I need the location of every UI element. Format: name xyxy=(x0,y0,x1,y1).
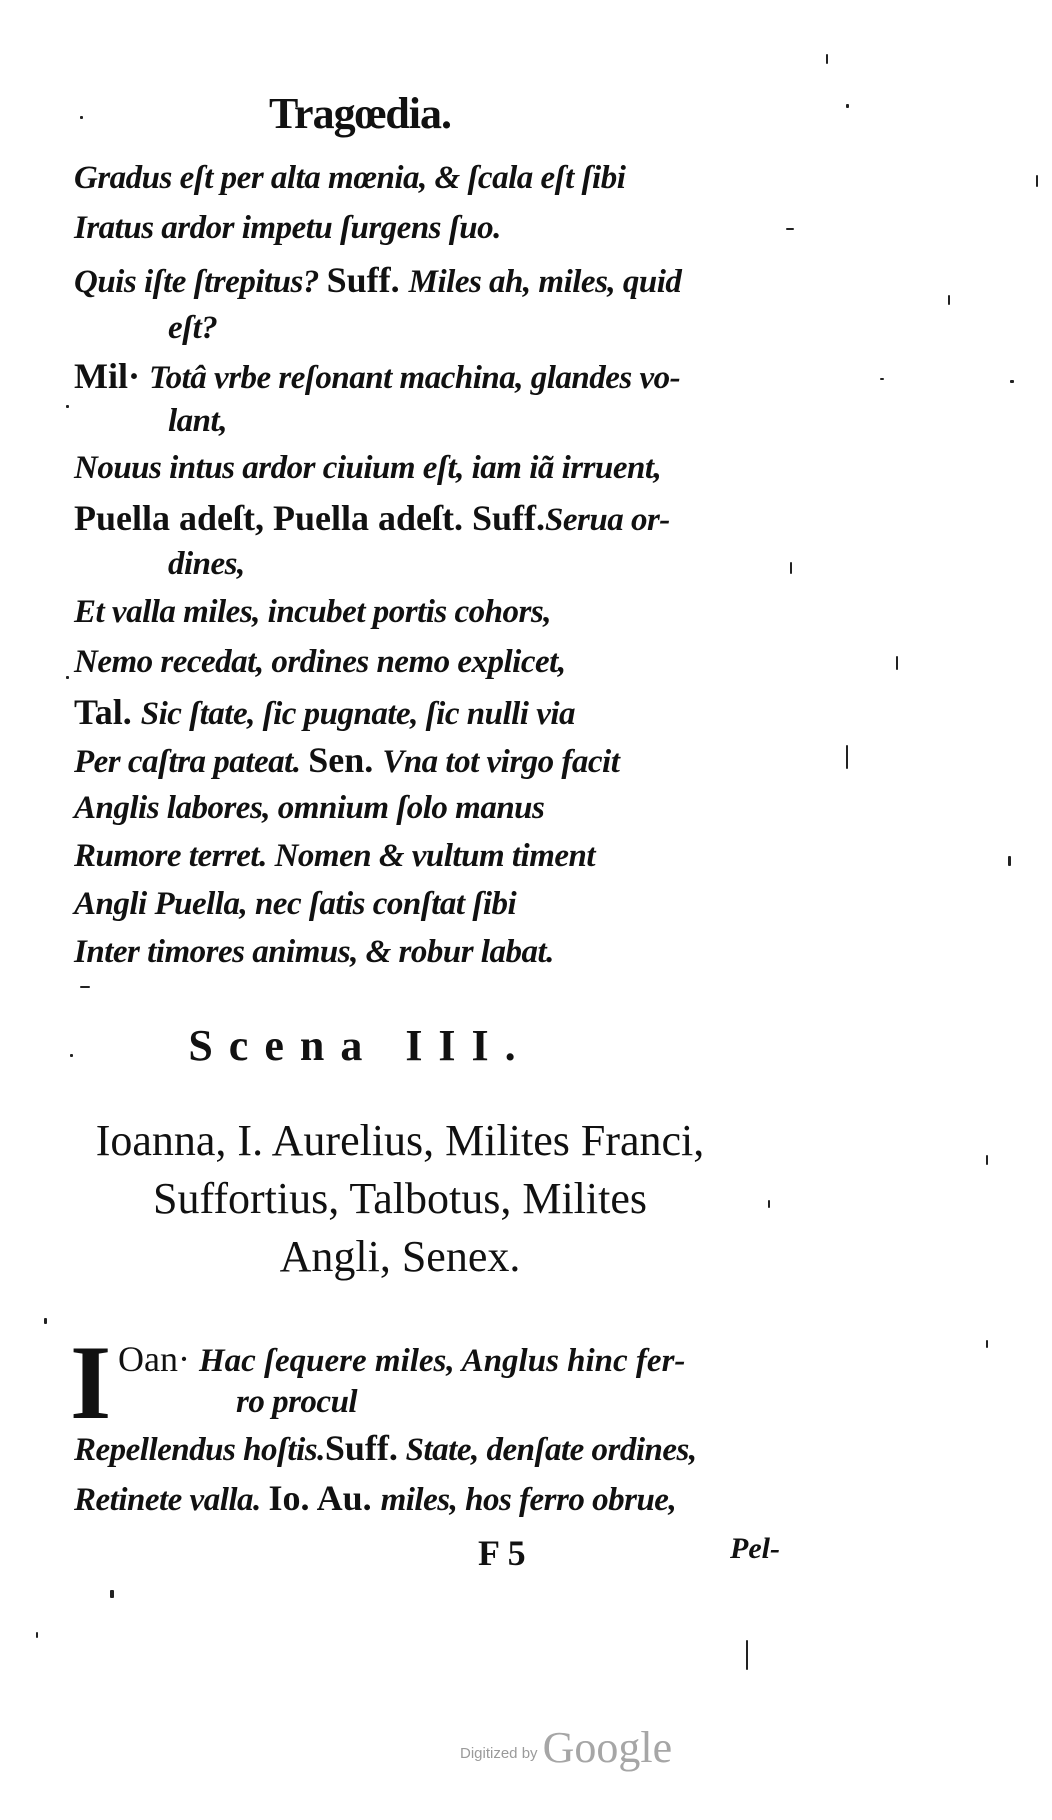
scene-word: Scena xyxy=(188,1021,379,1070)
verse-text: Repellendus hoſtis. xyxy=(74,1432,325,1468)
speaker-label: Suff. xyxy=(326,260,409,300)
catchword: Pel- xyxy=(730,1532,780,1565)
verse-text: Nemo recedat, ordines nemo explicet, xyxy=(74,644,566,680)
scan-speck xyxy=(70,1054,73,1057)
scan-speck xyxy=(746,1640,748,1670)
scan-speck xyxy=(1036,175,1038,187)
verse-text: Angli Puella, nec ſatis conſtat ſibi xyxy=(74,886,517,922)
verse-text: miles, hos ferro obrue, xyxy=(380,1482,677,1518)
verse-text: Iratus ardor impetu ſurgens ſuo. xyxy=(74,210,501,246)
verse-text: Nouus intus ardor ciuium eſt, iam iã irruent, xyxy=(74,450,662,486)
speaker-label: Io. Au. xyxy=(268,1478,381,1518)
scan-speck xyxy=(846,745,848,769)
scene-heading xyxy=(0,1020,720,1071)
verse-continuation xyxy=(168,548,245,581)
scene-first-line xyxy=(118,1338,685,1380)
verse-line xyxy=(74,694,575,731)
speaker-label: Sen. xyxy=(308,740,383,780)
verse-text: Serua or- xyxy=(545,502,670,538)
verse-text: eſt? xyxy=(168,310,218,346)
verse-line xyxy=(74,646,566,679)
speaker-label: Tal. xyxy=(74,692,141,732)
verse-line xyxy=(74,596,551,629)
verse-continuation xyxy=(168,405,227,438)
verse-text: Et valla miles, incubet portis cohors, xyxy=(74,594,551,630)
verse-line xyxy=(74,212,501,245)
verse-text: Sic ſtate, ſic pugnate, ſic nulli via xyxy=(140,696,576,732)
verse-line xyxy=(74,1430,697,1467)
scan-speck xyxy=(1010,380,1014,383)
verse-text: Inter timores animus, & robur labat. xyxy=(74,934,554,970)
verse-text: ro procul xyxy=(236,1384,358,1420)
verse-continuation xyxy=(236,1386,357,1419)
drop-cap: I xyxy=(70,1324,112,1441)
verse-text: lant, xyxy=(168,403,227,439)
verse-text: State, denſate ordines, xyxy=(397,1432,697,1468)
personae-line: Angli, Senex. xyxy=(279,1232,521,1281)
verse-text: Per caſtra pateat. xyxy=(74,744,309,780)
verse-line xyxy=(74,262,681,299)
personae-line: Suffortius, Talbotus, Milites xyxy=(153,1174,647,1223)
verse-line xyxy=(74,840,595,873)
verse-text: Retinete valla. xyxy=(74,1482,269,1518)
verse-line xyxy=(74,452,661,485)
scan-speck xyxy=(36,1632,38,1638)
personae-line: Ioanna, I. Aurelius, Milites Franci, xyxy=(95,1116,705,1165)
scan-speck xyxy=(1008,856,1011,866)
google-logo: Google xyxy=(542,1723,673,1772)
verse-continuation xyxy=(168,312,217,345)
page-footer xyxy=(0,1532,800,1572)
roman-text: Puella adeſt, Puella adeſt. Suff. xyxy=(74,498,545,538)
scan-speck xyxy=(948,295,950,305)
scan-speck xyxy=(768,1200,770,1208)
speaker-label: Suff. xyxy=(324,1428,398,1468)
scan-speck xyxy=(826,54,828,64)
verse-text: Totâ vrbe reſonant machina, glandes vo- xyxy=(149,360,681,396)
dramatis-personae xyxy=(40,1112,760,1286)
verse-line xyxy=(74,500,670,537)
scan-speck xyxy=(986,1155,988,1165)
digitization-watermark xyxy=(460,1722,672,1773)
scan-speck xyxy=(896,656,898,670)
scan-speck xyxy=(44,1318,47,1324)
verse-line xyxy=(74,1480,676,1517)
scan-speck xyxy=(80,986,90,988)
verse-text: dines, xyxy=(168,546,245,582)
watermark-prefix: Digitized by xyxy=(460,1745,538,1762)
verse-line xyxy=(74,888,516,921)
verse-line xyxy=(74,792,544,825)
verse-line xyxy=(74,936,554,969)
scan-speck xyxy=(80,116,83,119)
speaker-label: Oan· xyxy=(118,1339,199,1379)
scan-speck xyxy=(786,228,794,230)
verse-line xyxy=(74,162,625,195)
scan-speck xyxy=(66,405,69,408)
scan-speck xyxy=(986,1340,988,1348)
verse-text: Vna tot virgo facit xyxy=(382,744,620,780)
speaker-label: Mil· xyxy=(74,356,149,396)
verse-text: Hac ſequere miles, Anglus hinc fer- xyxy=(198,1343,686,1379)
running-head: Tragœdia. xyxy=(268,89,452,138)
signature-mark: F 5 xyxy=(478,1533,526,1573)
scan-speck xyxy=(110,1590,114,1598)
scan-speck xyxy=(880,378,884,380)
verse-line xyxy=(74,358,680,395)
verse-text: Miles ah, miles, quid xyxy=(408,264,682,300)
verse-text: Rumore terret. Nomen & vultum timent xyxy=(74,838,596,874)
scene-numeral: III. xyxy=(405,1021,532,1070)
verse-text: Gradus eſt per alta mœnia, & ſcala eſt ſibi xyxy=(74,160,626,196)
verse-text: Anglis labores, omnium ſolo manus xyxy=(74,790,545,826)
verse-line xyxy=(74,742,619,779)
scan-speck xyxy=(66,676,69,679)
scan-speck xyxy=(790,562,792,574)
verse-text: Quis iſte ſtrepitus? xyxy=(74,264,327,300)
scan-speck xyxy=(846,104,849,108)
